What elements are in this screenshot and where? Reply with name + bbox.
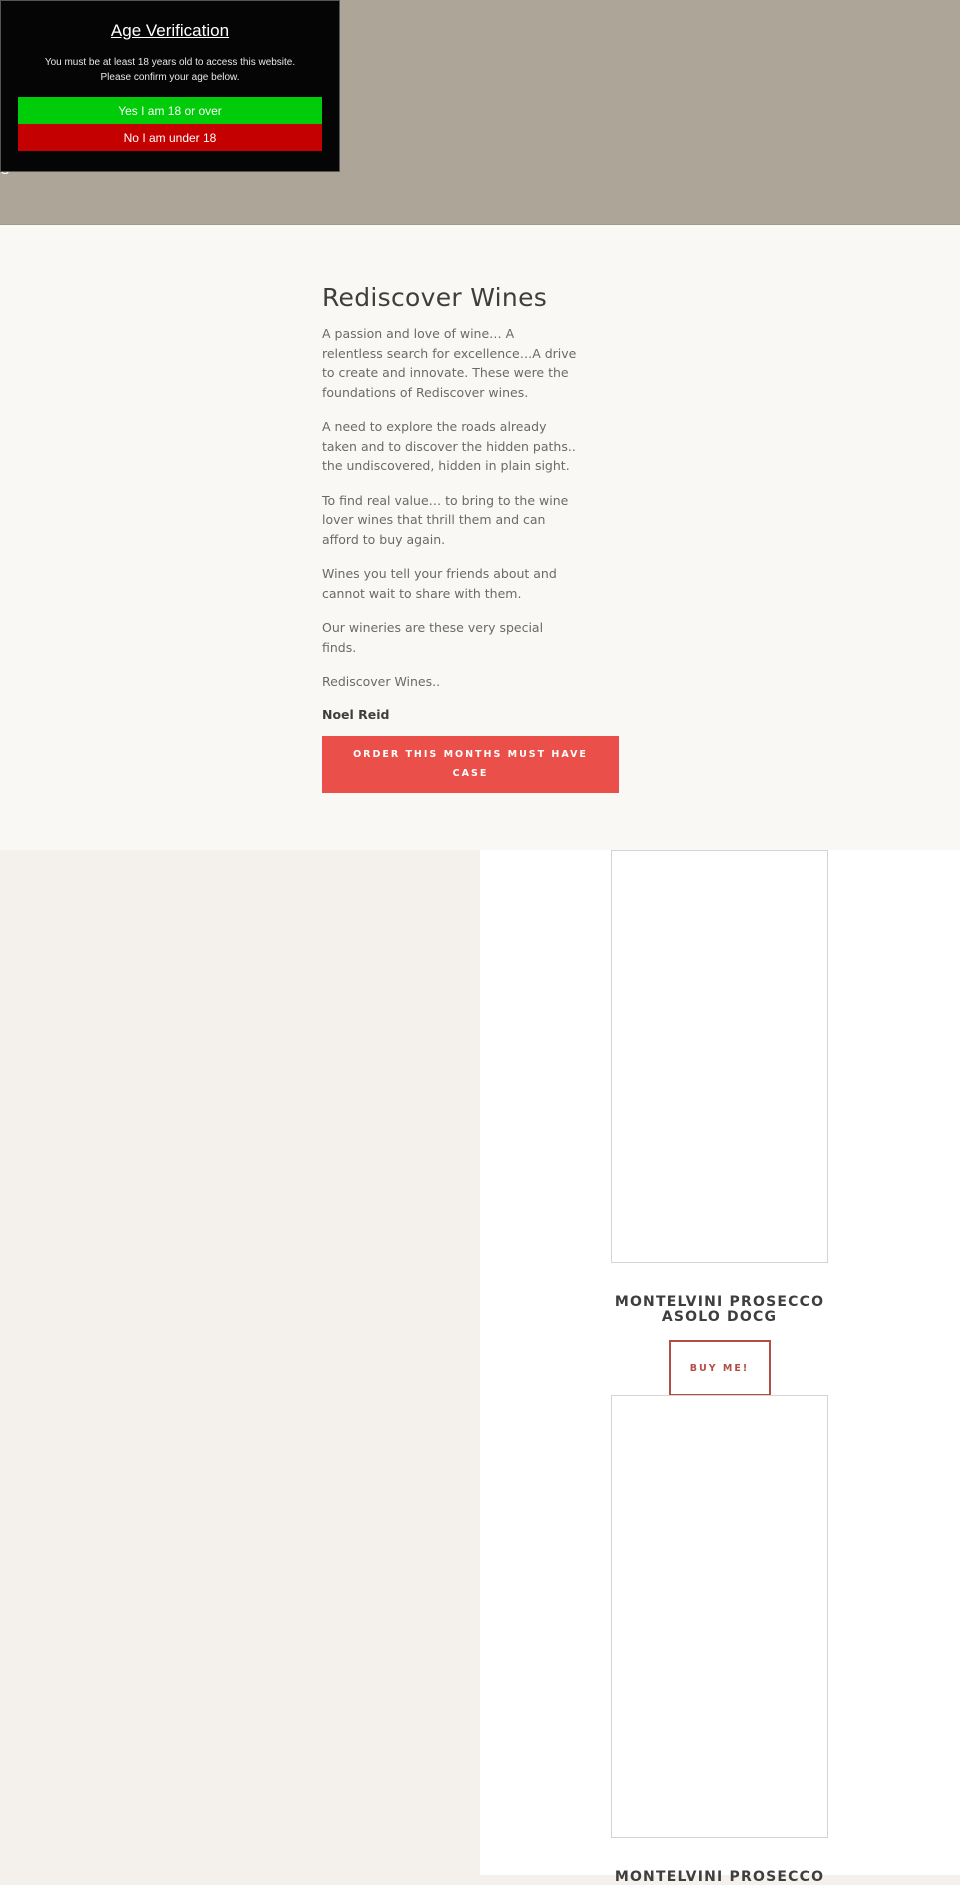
- age-verification-message: You must be at least 18 years old to access this website. Please confirm your age below.: [44, 57, 296, 83]
- intro-paragraph: A passion and love of wine… A relentless search for excellence…A drive to create and innovate. These were the foundations of Rediscover wines.: [322, 326, 577, 400]
- product-image[interactable]: [611, 1395, 828, 1838]
- age-deny-button[interactable]: No I am under 18: [18, 124, 322, 151]
- order-case-button[interactable]: ORDER THIS MONTHS MUST HAVE CASE: [322, 736, 619, 793]
- product-list: [480, 850, 960, 1885]
- age-verification-title: Age Verification: [110, 21, 230, 40]
- age-confirm-button[interactable]: Yes I am 18 or over: [18, 97, 322, 124]
- left-column-background: [0, 850, 480, 1875]
- product-name[interactable]: MONTELVINI PROSECCO: [614, 1869, 825, 1885]
- product-name[interactable]: MONTELVINI PROSECCO ASOLO DOCG: [614, 1294, 825, 1325]
- intro-title: Rediscover Wines: [322, 283, 548, 312]
- age-verification-modal: [0, 0, 340, 172]
- product-card: [611, 1395, 828, 1885]
- intro-paragraph: A need to explore the roads already taken and to discover the hidden paths.. the undiscovered, hidden in plain sight.: [322, 419, 576, 473]
- intro-paragraph: Rediscover Wines..: [322, 674, 441, 689]
- intro-section: [0, 225, 960, 850]
- product-image[interactable]: [611, 850, 828, 1263]
- intro-content: [322, 283, 588, 793]
- intro-paragraph: To find real value… to bring to the wine lover wines that thrill them and can afford to buy again.: [322, 492, 569, 547]
- intro-paragraph: Our wineries are these very special finds.: [322, 620, 544, 655]
- buy-button[interactable]: BUY ME!: [669, 1340, 771, 1396]
- intro-paragraph: Wines you tell your friends about and cannot wait to share with them.: [322, 566, 557, 601]
- intro-signature: Noel Reid: [322, 706, 390, 722]
- product-card: [611, 850, 828, 1396]
